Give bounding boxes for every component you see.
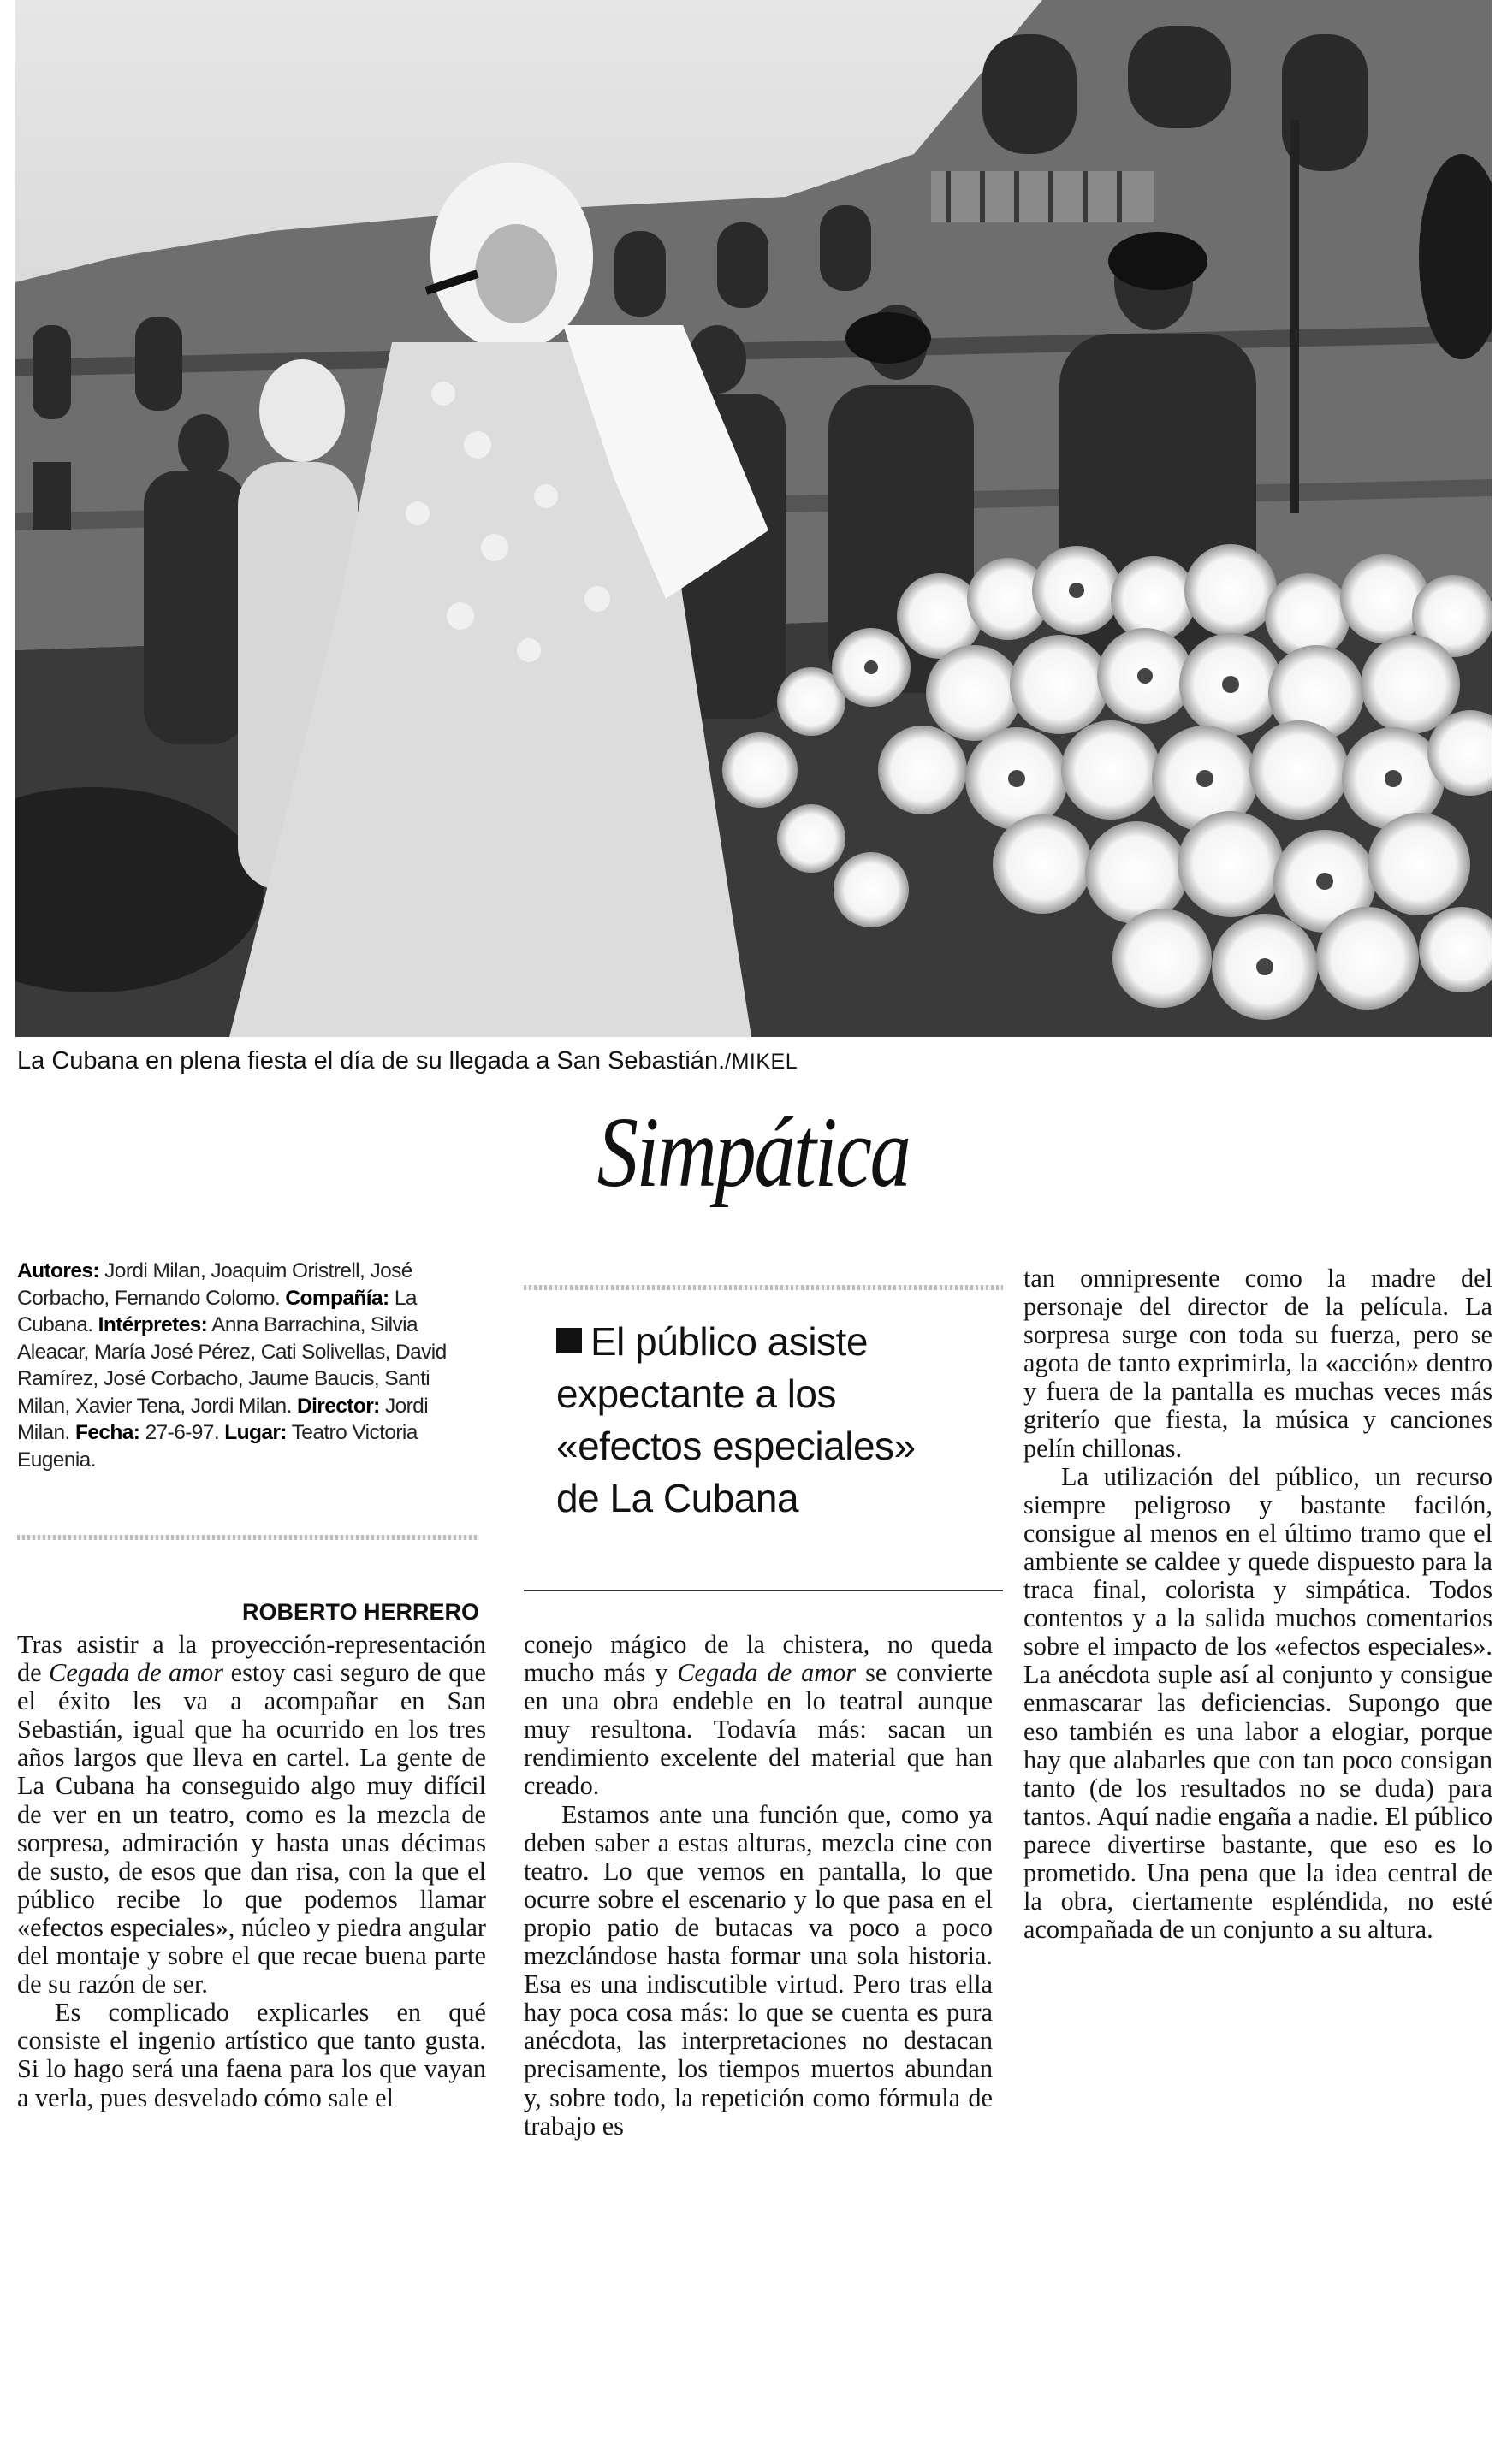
square-bullet-icon (556, 1328, 582, 1353)
column3-paragraph-1: tan omnipresente como la madre del personaje del director de la película. La sorpresa surge con toda su fuerza, pero se agota de tanto exprimirla, la «acción» dentro y fuera de la pantalla es muchas veces más griterío que fiesta, la música y canciones pelín chillonas. (1023, 1265, 1492, 1463)
column1-paragraph-1 (17, 1631, 486, 1999)
pullquote-top-divider (524, 1285, 1003, 1290)
director-value: Jordi Milan. (17, 1394, 429, 1444)
column2-text-a: conejo mágico de la chistera, no queda mucho más y (524, 1631, 993, 1688)
production-info-box (17, 1258, 479, 1511)
compania-label: Compañía: (285, 1286, 389, 1310)
byline: ROBERTO HERRERO (241, 1599, 479, 1625)
pullquote-bottom-divider (524, 1590, 1003, 1591)
fecha-value: 27-6-97. (145, 1421, 220, 1444)
fecha-label: Fecha: (74, 1421, 140, 1444)
lugar-value: Teatro Victoria Eugenia. (17, 1421, 418, 1472)
interpretes-label: Intérpretes: (98, 1313, 208, 1336)
column3-paragraph-2: La utilización del público, un recurso siempre peligroso y bastante facilón, consigue al menos en el último tramo que el ambiente se caldee y quede dispuesto para la traca final, colorista y simpática. Todos contentos y a la salida muchos comentarios sobre el impacto de los «efectos especiales». La anécdota suple así al conjunto y consigue enmascarar las deficiencias. Supongo que eso también es una labor a elogiar, porque hay que alabarles que con tan poco consigan tanto (de los resultados no se duda) para tantos. Aquí nadie engaña a nadie. El público parece divertirse bastante, que eso es lo prometido. Una pena que la idea central de la obra, ciertamente espléndida, no esté acompañada de un conjunto a su altura. (1023, 1461, 1492, 1945)
interpretes-value: Anna Barrachina, Silvia Aleacar, María José Pérez, Cati Solivellas, David Ramírez, José Corbacho, Jaume Baucis, Santi Milan, Xavier Tena, Jordi Milan. (17, 1313, 447, 1418)
column2-paragraph-1 (524, 1631, 993, 1801)
infobox-divider (17, 1535, 479, 1540)
director-label: Director: (297, 1394, 380, 1418)
headline: Simpática (596, 1096, 910, 1208)
pullquote (556, 1316, 958, 1573)
column2-text-b: se convierte en una obra endeble en lo teatral aunque muy resultona. Todavía más: sacan un rendimiento excelente del material que han creado. (524, 1658, 993, 1801)
column1-text-b: estoy casi seguro de que el éxito les va a acompañar en San Sebastián, igual que ha ocurrido en los tres años largos que lleva en cartel. La gente de La Cubana ha conseguido algo muy difícil de ver en un teatro, como es la mezcla de sorpresa, admiración y hasta unas décimas de susto, de esos que dan risa, con la que el público recibe lo que podemos llamar «efectos especiales», núcleo y piedra angular del montaje y sobre el que recae buena parte de su razón de ser. (17, 1658, 486, 1999)
compania-value: La Cubana. (17, 1286, 417, 1336)
pullquote-text: El público asiste expectante a los «efectos especiales» de La Cubana (556, 1319, 916, 1520)
photo-credit: /MIKEL (725, 1050, 798, 1074)
column2-paragraph-2: Estamos ante una función que, como ya deben saber a estas alturas, mezcla cine con teatro. Lo que vemos en pantalla, lo que ocurre sobre el escenario y lo que pasa en el propio patio de butacas va poco a poco mezclándose hasta formar una sola historia. Esa es una indiscutible virtud. Pero tras ella hay poca cosa más: lo que se cuenta es pura anécdota, las interpretaciones no destacan precisamente, los tiempos muertos abundan y, sobre todo, la repetición como fórmula de trabajo es (524, 1799, 993, 2141)
lugar-label: Lugar: (224, 1421, 287, 1444)
column1-text-a: Tras asistir a la proyección-representación de (17, 1631, 486, 1688)
stage-performance-photo (15, 0, 1492, 1037)
autores-value: Jordi Milan, Joaquim Oristrell, José Corbacho, Fernando Colomo. (17, 1259, 412, 1310)
article-column-1 (17, 1631, 486, 2452)
column1-paragraph-2: Es complicado explicarles en qué consiste el ingenio artístico que tanto gusta. Si lo hago será una faena para los que vayan a verla, pues desvelado cómo sale el (17, 1998, 486, 2112)
autores-label: Autores: (17, 1259, 99, 1282)
caption-text: La Cubana en plena fiesta el día de su llegada a San Sebastián. (17, 1047, 726, 1075)
article-column-2 (524, 1631, 993, 2452)
photo-caption (17, 1040, 1472, 1081)
article-column-3 (1023, 1265, 1492, 2454)
photo-illustration (15, 0, 1492, 1037)
work-title: Cegada de amor (677, 1658, 857, 1688)
work-title: Cegada de amor (49, 1658, 224, 1688)
